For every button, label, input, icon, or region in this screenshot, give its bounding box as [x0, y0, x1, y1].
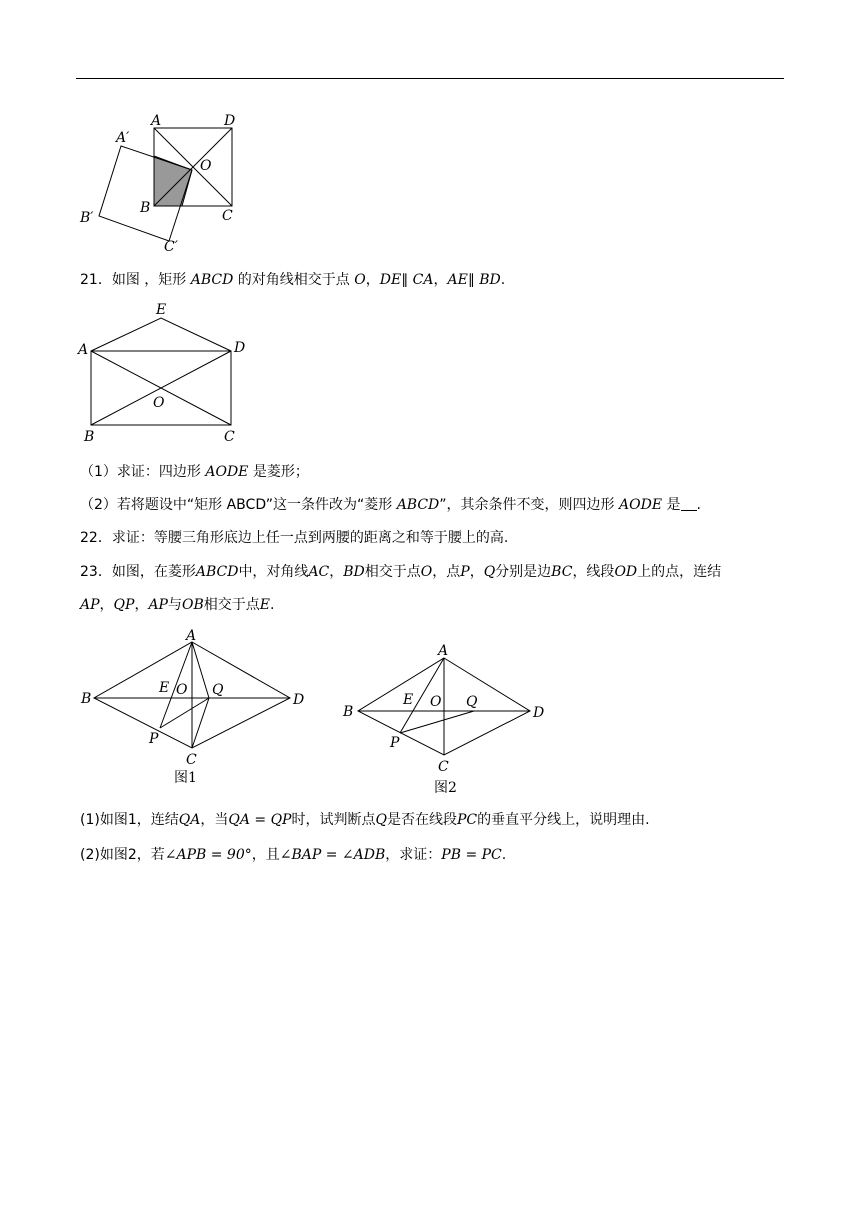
label-B: B [84, 429, 95, 445]
label-B1: B′ [80, 210, 94, 226]
label-A: A [151, 113, 162, 129]
header-rule [76, 78, 784, 79]
label-B: B [140, 200, 151, 216]
answer-blank [681, 496, 697, 511]
label-D: D [533, 705, 545, 721]
q23-part1: (1)如图1，连结QA，当QA = QP时，试判断点Q是否在线段PC的垂直平分线上，说明理由. [80, 812, 650, 828]
label-O: O [153, 395, 165, 411]
figure-2-caption: 图2 [434, 780, 457, 796]
label-E: E [403, 692, 414, 708]
label-C: C [224, 429, 235, 445]
label-B: B [81, 691, 92, 707]
q23-stem-line1: 23．如图，在菱形ABCD中，对角线AC，BD相交于点O，点P，Q分别是边BC，线段OD上的点，连结 [80, 564, 722, 580]
label-D: D [293, 692, 305, 708]
q21-stem: 21．如图 ，矩形 ABCD 的对角线相交于点 O，DE∥ CA，AE∥ BD. [80, 272, 506, 288]
label-Q: Q [466, 694, 478, 710]
label-P: P [149, 731, 159, 747]
segment-qp [160, 698, 209, 728]
segment-aed [91, 318, 231, 351]
q21-part2: （2）若将题设中“矩形 ABCD”这一条件改为“菱形 ABCD”，其余条件不变，则四边形 AODE 是 . [80, 497, 701, 513]
label-O: O [430, 694, 442, 710]
label-C: C [186, 752, 197, 768]
q21-part1: （1）求证：四边形 AODE 是菱形； [80, 464, 309, 480]
label-D: D [224, 113, 236, 129]
label-A: A [438, 643, 449, 659]
q22-text: 22．求证：等腰三角形底边上任一点到两腰的距离之和等于腰上的高. [80, 530, 509, 546]
label-E: E [159, 680, 170, 696]
label-D: D [234, 340, 246, 356]
label-C: C [438, 759, 449, 775]
label-E: E [156, 302, 167, 318]
figure-rotated-squares [78, 108, 248, 258]
figure-1-caption: 图1 [174, 770, 197, 786]
label-O: O [200, 158, 212, 174]
label-B: B [343, 704, 354, 720]
figure-rectangle-aode [78, 298, 258, 448]
label-P: P [390, 735, 400, 751]
label-C: C [222, 208, 233, 224]
figure-1-rhombus [78, 624, 318, 792]
label-Q: Q [212, 682, 224, 698]
figure-2-rhombus [340, 640, 560, 800]
label-O: O [176, 682, 188, 698]
label-A1: A′ [116, 130, 130, 146]
label-A: A [186, 628, 197, 644]
q23-part2: (2)如图2，若∠APB = 90°，且∠BAP = ∠ADB，求证：PB = PC. [80, 847, 507, 863]
q23-stem-line2: AP，QP，AP与OB相交于点E. [80, 597, 275, 613]
label-A: A [78, 342, 89, 358]
label-C1: C′ [164, 239, 178, 255]
